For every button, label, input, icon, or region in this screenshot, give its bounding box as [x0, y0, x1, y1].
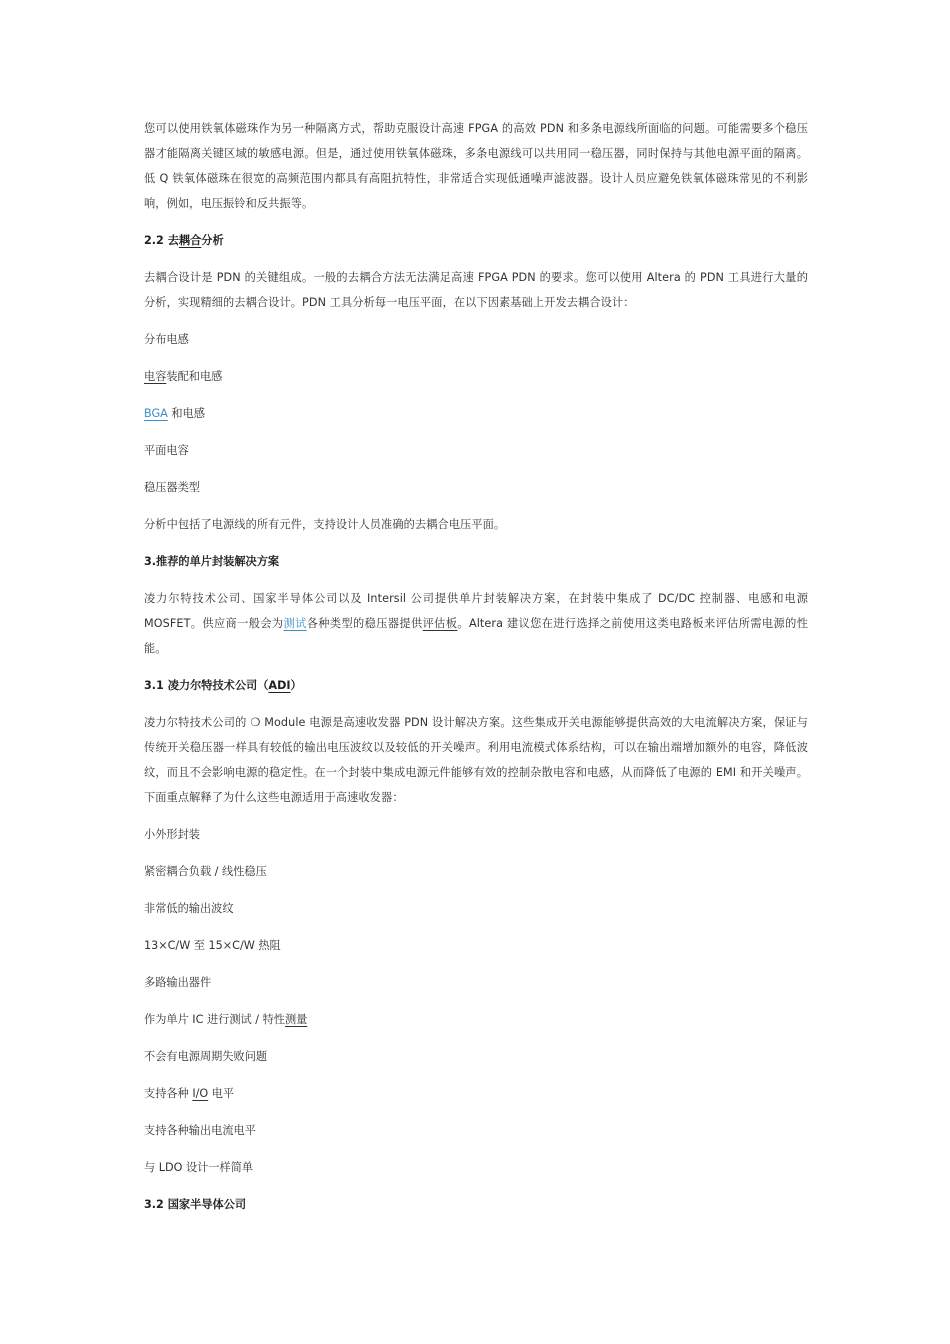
underlined-term: 电容 [144, 370, 167, 383]
paragraph-text: 您可以使用铁氧体磁珠作为另一种隔离方式，帮助克服设计高速 FPGA 的高效 PDN 和多条电源线所面临的问题。可能需要多个稳压器才能隔离关键区域的敏感电源。但是，通过使用铁氧体磁珠，多条电源线可以共用同一稳压器，同时保持与其他电源平面的隔离。低 Q 铁氧体磁珠在很宽的高频范围内都具有高阻抗特性，非常适合实现低通噪声滤波器。设计人员应避免铁氧体磁珠常见的不利影响，例如，电压振铃和反共振等。 [144, 122, 808, 210]
paragraph-ferrite-bead [144, 116, 808, 216]
list-item-text: 和电感 [167, 407, 205, 420]
list-item [144, 1118, 808, 1143]
paragraph-text: 凌力尔特技术公司的 ❍ Module 电源是高速收发器 PDN 设计解决方案。这些集成开关电源能够提供高效的大电流解决方案，保证与传统开关稳压器一样具有较低的输出电压波纹以及较低的开关噪声。利用电流模式体系结构，可以在输出端增加额外的电容，降低波纹，而且不会影响电源的稳定性。在一个封装中集成电源元件能够有效的控制杂散电容和电感，从而降低了电源的 EMI 和开关噪声。下面重点解释了为什么这些电源适用于高速收发器： [144, 716, 808, 804]
heading-text: 分析 [201, 234, 224, 247]
heading-underlined-term: ADI [268, 679, 291, 692]
paragraph-text: 去耦合设计是 PDN 的关键组成。一般的去耦合方法无法满足高速 FPGA PDN 的要求。您可以使用 Altera 的 PDN 工具进行大量的分析，实现精细的去耦合设计。PDN 工具分析每一电压平面，在以下因素基础上开发去耦合设计： [144, 271, 808, 309]
list-item [144, 475, 808, 500]
list-item [144, 1081, 808, 1106]
list-item-text: 平面电容 [144, 444, 189, 457]
list-item [144, 859, 808, 884]
list-item-text: 稳压器类型 [144, 481, 200, 494]
heading-text: ） [290, 679, 302, 692]
paragraph-analysis [144, 512, 808, 537]
paragraph-module [144, 710, 808, 810]
list-item-text: 与 LDO 设计一样简单 [144, 1161, 254, 1174]
paragraph-decoupling [144, 265, 808, 315]
paragraph-text: 各种类型的稳压器提供 [306, 617, 423, 630]
list-item [144, 822, 808, 847]
list-item [144, 933, 808, 958]
heading-3-2 [144, 1192, 808, 1217]
list-item-text: 13×C/W 至 15×C/W 热阻 [144, 939, 281, 952]
heading-text: 3.2 国家半导体公司 [144, 1198, 247, 1211]
heading-text: 3.推荐的单片封装解决方案 [144, 555, 280, 568]
paragraph-text: 凌力尔特技术公司、国家半导体公司以及 Intersil 公司提供单片封装解决方案，在封装中集成了 DC/DC 控制器、电感和电源 MOSFET。供应商一般会为 [144, 592, 808, 630]
paragraph-solutions [144, 586, 808, 661]
list-item-text: 分布电感 [144, 333, 189, 346]
test-link[interactable]: 测试 [283, 617, 307, 630]
list-item [144, 896, 808, 921]
underlined-term: 评估板 [422, 617, 458, 630]
paragraph-text: 分析中包括了电源线的所有元件，支持设计人员准确的去耦合电压平面。 [144, 518, 506, 531]
list-item [144, 401, 808, 426]
list-item-text: 支持各种输出电流电平 [144, 1124, 256, 1137]
list-item [144, 1007, 808, 1032]
list-item-text: 紧密耦合负载 / 线性稳压 [144, 865, 267, 878]
list-item-text: 装配和电感 [166, 370, 223, 383]
heading-underlined-term: 耦合 [178, 234, 202, 247]
list-item-text: 支持各种 [144, 1087, 193, 1100]
list-item-text: 作为单片 IC 进行测试 / 特性 [144, 1013, 285, 1026]
heading-text: 2.2 去 [144, 234, 179, 247]
list-item-text: 小外形封装 [144, 828, 200, 841]
list-item [144, 438, 808, 463]
underlined-term: 测量 [284, 1013, 308, 1026]
list-item [144, 364, 808, 389]
list-item-text: 非常低的输出波纹 [144, 902, 234, 915]
underlined-term: I/O [192, 1087, 209, 1100]
list-item [144, 327, 808, 352]
list-item-text: 多路输出器件 [144, 976, 212, 989]
heading-3 [144, 549, 808, 574]
list-item-text: 电平 [208, 1087, 235, 1100]
article-body [144, 116, 808, 1229]
list-item [144, 1155, 808, 1180]
list-item [144, 1044, 808, 1069]
heading-2-2 [144, 228, 808, 253]
heading-3-1 [144, 673, 808, 698]
heading-text: 3.1 凌力尔特技术公司（ [144, 679, 269, 692]
paragraph-text: 。Altera 建议您在进行选择之前使用这类电路板来评估所需电源的性能。 [144, 617, 808, 655]
list-item [144, 970, 808, 995]
bga-link[interactable]: BGA [144, 407, 168, 420]
list-item-text: 不会有电源周期失败问题 [144, 1050, 268, 1063]
